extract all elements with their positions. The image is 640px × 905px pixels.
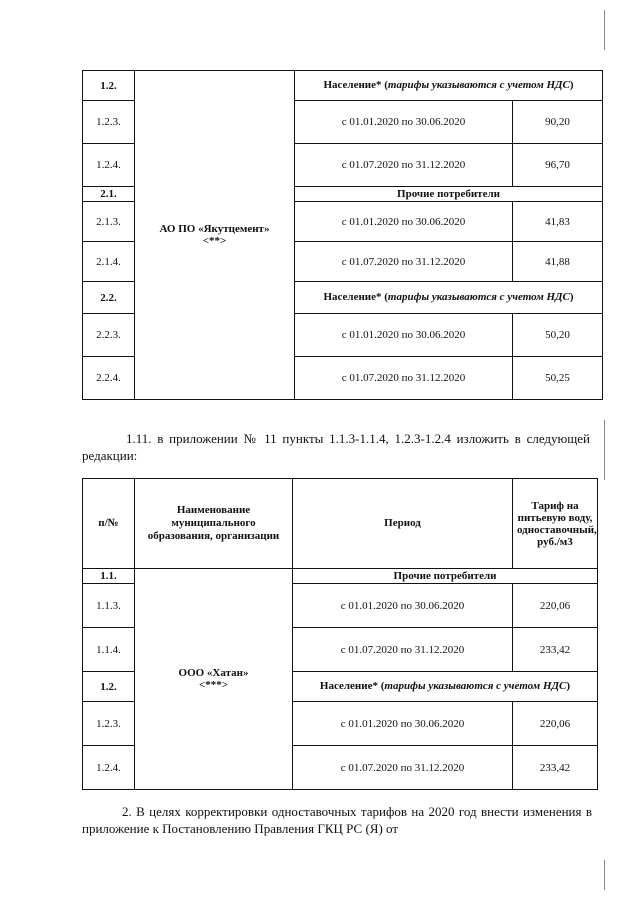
- paragraph-2: 2. В целях корректировки одноставочных тарифов на 2020 год внести изменения в приложение к Постановлению Правления ГКЦ РС (Я) от: [82, 804, 592, 836]
- scan-edge-mark: [604, 10, 605, 50]
- period-cell: с 01.07.2020 по 31.12.2020: [295, 242, 513, 282]
- tariff-table-khatan: [82, 478, 598, 790]
- row-number: 2.2.: [83, 282, 135, 314]
- table-header-row: [83, 479, 598, 569]
- tariff-value: 233,42: [513, 746, 598, 790]
- row-number: 1.1.4.: [83, 628, 135, 672]
- paragraph-1-11: 1.11. в приложении № 11 пункты 1.1.3-1.1.4, 1.2.3-1.2.4 изложить в следующей редакции:: [82, 431, 590, 463]
- period-cell: с 01.01.2020 по 30.06.2020: [295, 314, 513, 357]
- table-row: [83, 71, 603, 101]
- header-period: Период: [293, 479, 513, 569]
- category-label: Население* (тарифы указываются с учетом НДС): [295, 282, 603, 314]
- row-number: 2.2.3.: [83, 314, 135, 357]
- period-cell: с 01.01.2020 по 30.06.2020: [295, 202, 513, 242]
- tariff-value: 90,20: [513, 101, 603, 144]
- row-number: 1.2.4.: [83, 144, 135, 187]
- header-organization: Наименование муниципального образования, организации: [135, 479, 293, 569]
- organization-name: ООО «Хатан» <***>: [135, 569, 293, 790]
- row-number: 1.2.3.: [83, 702, 135, 746]
- organization-name: АО ПО «Якутцемент» <**>: [135, 71, 295, 400]
- row-number: 1.1.: [83, 569, 135, 584]
- header-tariff: Тариф на питьевую воду, одноставочный, руб./м3: [513, 479, 598, 569]
- scan-edge-mark: [604, 860, 605, 890]
- header-number: п/№: [83, 479, 135, 569]
- tariff-value: 50,25: [513, 357, 603, 400]
- row-number: 2.2.4.: [83, 357, 135, 400]
- tariff-value: 220,06: [513, 702, 598, 746]
- tariff-value: 41,83: [513, 202, 603, 242]
- tariff-value: 233,42: [513, 628, 598, 672]
- period-cell: с 01.07.2020 по 31.12.2020: [295, 144, 513, 187]
- period-cell: с 01.01.2020 по 30.06.2020: [295, 101, 513, 144]
- row-number: 1.1.3.: [83, 584, 135, 628]
- tariff-value: 41,88: [513, 242, 603, 282]
- category-label: Население* (тарифы указываются с учетом НДС): [295, 71, 603, 101]
- period-cell: с 01.07.2020 по 31.12.2020: [293, 746, 513, 790]
- category-label: Прочие потребители: [293, 569, 598, 584]
- table-row: [83, 569, 598, 584]
- period-cell: с 01.07.2020 по 31.12.2020: [293, 628, 513, 672]
- category-label: Население* (тарифы указываются с учетом НДС): [293, 672, 598, 702]
- tariff-value: 96,70: [513, 144, 603, 187]
- row-number: 2.1.3.: [83, 202, 135, 242]
- scan-edge-mark: [604, 420, 605, 480]
- row-number: 1.2.3.: [83, 101, 135, 144]
- row-number: 2.1.4.: [83, 242, 135, 282]
- tariff-table-yakutcement: [82, 70, 603, 400]
- category-label: Прочие потребители: [295, 187, 603, 202]
- row-number: 1.2.4.: [83, 746, 135, 790]
- tariff-value: 220,06: [513, 584, 598, 628]
- row-number: 1.2.: [83, 71, 135, 101]
- period-cell: с 01.07.2020 по 31.12.2020: [295, 357, 513, 400]
- period-cell: с 01.01.2020 по 30.06.2020: [293, 702, 513, 746]
- tariff-value: 50,20: [513, 314, 603, 357]
- row-number: 1.2.: [83, 672, 135, 702]
- period-cell: с 01.01.2020 по 30.06.2020: [293, 584, 513, 628]
- row-number: 2.1.: [83, 187, 135, 202]
